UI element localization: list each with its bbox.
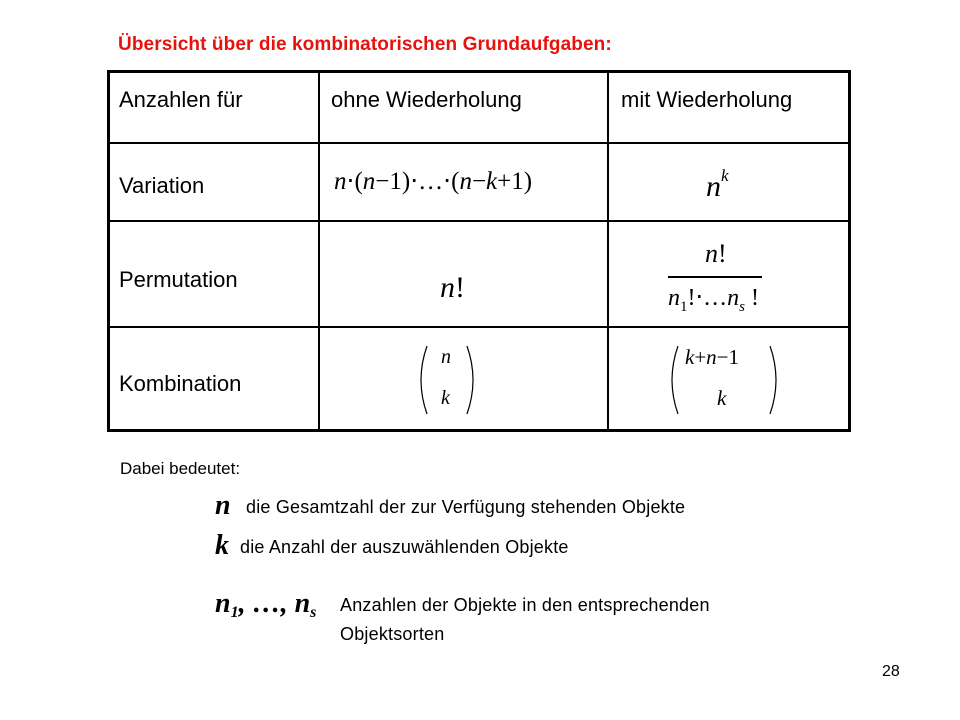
fraction-denominator: $n_1!\cdot\dots n_s$ ! xyxy=(668,285,759,315)
symbol-k: k xyxy=(215,530,229,561)
binomial-bottom: k xyxy=(717,386,727,410)
formula-permutation-without: n! xyxy=(440,271,465,304)
fraction-numerator: n! xyxy=(705,239,727,268)
table-divider xyxy=(110,220,848,222)
description-n: die Gesamtzahl der zur Verfügung stehenden Objekte xyxy=(246,497,686,517)
description-n1-ns-continued: Objektsorten xyxy=(340,624,445,644)
row-label-permutation: Permutation xyxy=(119,267,238,292)
description-k: die Anzahl der auszuwählenden Objekte xyxy=(240,537,569,557)
formula-variation-with: $n^k$ xyxy=(706,166,729,203)
symbol-n1-ns: $n_1$, …, $n_s$ xyxy=(215,588,317,621)
table-divider xyxy=(318,73,320,429)
table-divider xyxy=(110,326,848,328)
slide-title: Übersicht über die kombinatorischen Grundaufgaben: xyxy=(118,34,612,55)
notes-heading: Dabei bedeutet: xyxy=(120,459,241,478)
row-label-variation: Variation xyxy=(119,173,205,198)
page-number: 28 xyxy=(882,663,900,680)
header-mit-wiederholung: mit Wiederholung xyxy=(621,87,793,112)
table-divider xyxy=(607,73,609,429)
binomial-top: n xyxy=(441,346,451,368)
combinatorics-table xyxy=(107,70,851,432)
row-label-kombination: Kombination xyxy=(119,371,242,396)
description-n1-ns: Anzahlen der Objekte in den entsprechenden xyxy=(340,595,710,615)
header-anzahlen: Anzahlen für xyxy=(119,87,243,112)
header-ohne-wiederholung: ohne Wiederholung xyxy=(331,87,522,112)
binomial-bottom: k xyxy=(441,387,450,409)
binomial-top: k+n−1 xyxy=(685,345,740,369)
formula-variation-without: n⋅(n−1)⋅…⋅(n−k+1) xyxy=(334,168,533,195)
fraction-bar xyxy=(668,276,762,278)
symbol-n: n xyxy=(215,490,231,521)
table-divider xyxy=(110,142,848,144)
